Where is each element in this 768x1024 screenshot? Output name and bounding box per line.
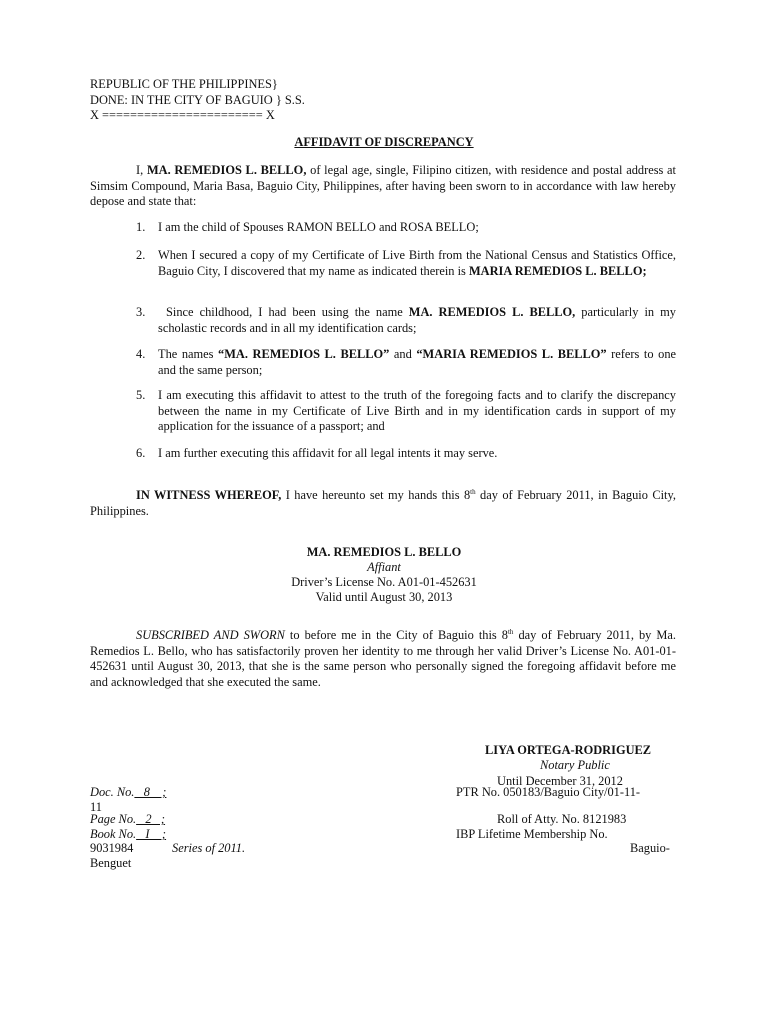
item-number: 2. — [136, 248, 146, 262]
notary-commission-until: Until December 31, 2012 — [497, 774, 623, 788]
notary-name: LIYA ORTEGA-RODRIGUEZ — [485, 743, 652, 757]
document-title: AFFIDAVIT OF DISCREPANCY — [294, 135, 474, 149]
list-item: When I secured a copy of my Certificate of Live Birth from the National Census and Statistics Office, Baguio City, I discovered that my name as indicated therein is MARIA REMEDIOS L. BELLO; — [158, 248, 676, 278]
notary-title: Notary Public — [540, 758, 610, 772]
doc-number: Doc. No. 8 ; — [90, 785, 167, 799]
header-venue: DONE: IN THE CITY OF BAGUIO } S.S. — [90, 93, 305, 107]
jurat-paragraph: SUBSCRIBED AND SWORN to before me in the City of Baguio this 8th day of February 2011, by Ma. Remedios L. Bello, who has satisfactorily proven her identity to me through her valid Driver’s License No. A01-01-452631 until August 30, 2013, that she is the same person who personally signed the foregoing affidavit before me and acknowledged that she executed the same. — [90, 627, 676, 689]
list-item: The names “MA. REMEDIOS L. BELLO” and “MARIA REMEDIOS L. BELLO” refers to one and the same person; — [158, 347, 677, 377]
affiant-name: MA. REMEDIOS L. BELLO — [306, 545, 462, 559]
affiant-license-validity: Valid until August 30, 2013 — [315, 590, 453, 604]
header-separator: X ======================= X — [90, 108, 275, 122]
item-number: 1. — [136, 220, 146, 234]
item-number: 6. — [136, 446, 146, 460]
list-item: I am the child of Spouses RAMON BELLO and ROSA BELLO; — [158, 220, 479, 234]
notary-ptr: PTR No. 050183/Baguio City/01-11- — [456, 785, 641, 799]
page-number: Page No. 2 ; — [90, 812, 166, 826]
item-number: 4. — [136, 347, 146, 361]
book-number: Book No. I ; — [90, 827, 167, 841]
notary-ibp-number: 9031984 — [90, 841, 134, 855]
notary-location: Baguio- — [630, 841, 670, 855]
intro-paragraph: I, MA. REMEDIOS L. BELLO, of legal age, single, Filipino citizen, with residence and postal address at Simsim Compound, Maria Basa, Baguio City, Philippines, after having been sworn to in accordance with law hereby depose and state that: — [90, 163, 676, 208]
item-number: 3. — [136, 305, 146, 319]
list-item: Since childhood, I had been using the name MA. REMEDIOS L. BELLO, particularly in my scholastic records and in all my identification cards; — [158, 305, 676, 335]
notary-location-continued: Benguet — [90, 856, 132, 870]
series-year: Series of 2011. — [172, 841, 246, 855]
affiant-license: Driver’s License No. A01-01-452631 — [291, 575, 477, 589]
list-item: I am executing this affidavit to attest to the truth of the foregoing facts and to clarify the discrepancy between the name in my Certificate of Live Birth and in my identification cards in support of my application for the issuance of a passport; and — [158, 388, 676, 433]
notary-roll: Roll of Atty. No. 8121983 — [497, 812, 627, 826]
notary-ptr-continued: 11 — [90, 800, 102, 814]
list-item: I am further executing this affidavit for all legal intents it may serve. — [158, 446, 498, 460]
header-republic: REPUBLIC OF THE PHILIPPINES} — [90, 77, 278, 91]
notary-ibp: IBP Lifetime Membership No. — [456, 827, 608, 841]
witness-paragraph: IN WITNESS WHEREOF, I have hereunto set my hands this 8th day of February 2011, in Baguio City, Philippines. — [90, 487, 676, 518]
affiant-role: Affiant — [367, 560, 401, 574]
affiant-name-inline: MA. REMEDIOS L. BELLO, — [146, 163, 307, 177]
item-number: 5. — [136, 388, 146, 402]
